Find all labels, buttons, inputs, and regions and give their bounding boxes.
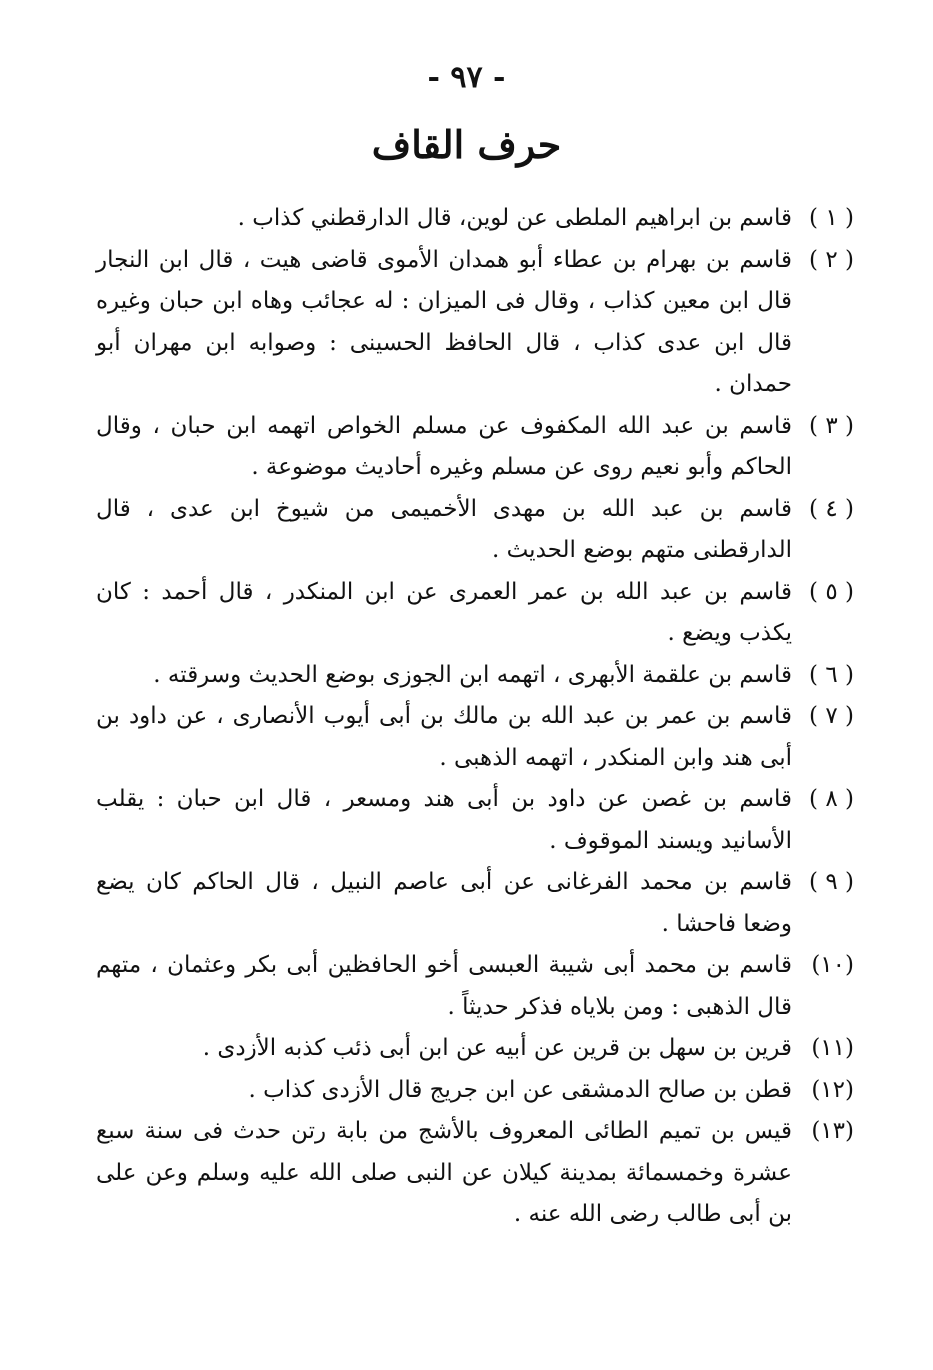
chapter-title: حرف القاف [371, 122, 562, 167]
entry-text: قاسم بن عمر بن عبد الله بن مالك بن أبى أيوب الأنصارى ، عن داود بن أبى هند وابن المنكدر ، اتهمه الذهبى . [96, 703, 792, 771]
entry-text: قاسم بن محمد الفرغانى عن أبى عاصم النبيل ، قال الحاكم كان يضع وضعا فاحشا . [96, 869, 792, 937]
entry [96, 1028, 854, 1070]
entry [96, 1070, 854, 1112]
entry [96, 945, 854, 1028]
entry [96, 1111, 854, 1236]
entry-text: قاسم بن عبد الله بن عمر العمرى عن ابن المنكدر ، قال أحمد : كان يكذب ويضع . [96, 578, 792, 646]
entry [96, 572, 854, 655]
entry [96, 655, 854, 697]
entry [96, 862, 854, 945]
entry-number: ( ١ ) [809, 205, 854, 231]
entry-number: ( ٣ ) [809, 412, 854, 439]
entry-number: (١٣) [811, 1118, 854, 1144]
entries-list [96, 198, 854, 1236]
entry-number: ( ٩ ) [809, 869, 854, 895]
entry-number: ( ٧ ) [809, 703, 854, 729]
entry-text: قاسم بن غصن عن داود بن أبى هند ومسعر ، قال ابن حبان : يقلب الأسانيد ويسند الموقوف . [96, 786, 792, 854]
entry-number: (١١) [811, 1035, 854, 1061]
entry-number: ( ٥ ) [809, 578, 854, 605]
entry [96, 489, 854, 572]
entry-number: ( ٢ ) [809, 246, 854, 273]
entry [96, 779, 854, 862]
entry-text: قاسم بن عبد الله المكفوف عن مسلم الخواص اتهمه ابن حبان ، وقال الحاكم وأبو نعيم روى عن مسلم وغيره أحاديث موضوعة . [96, 412, 792, 480]
entry-text: قاسم بن بهرام بن عطاء أبو همدان الأموى قاضى هيت ، قال ابن النجار قال ابن معين كذاب ، وقال فى الميزان : له عجائب وهاه ابن حبان وغيره قال ابن عدى كذاب ، قال الحافظ الحسينى : وصوابه ابن مهران أبو حمدان . [96, 246, 792, 397]
entry-number: (١٢) [811, 1076, 854, 1103]
entry-text: قاسم بن عبد الله بن مهدى الأخميمى من شيوخ ابن عدى ، قال الدارقطنى متهم بوضع الحديث . [96, 495, 792, 563]
entry [96, 240, 854, 406]
entry-text: قاسم بن محمد أبى شيبة العبسى أخو الحافظين أبى بكر وعثمان ، متهم قال الذهبى : ومن بلاياه فذكر حديثاً . [96, 952, 792, 1020]
entry-text: قيس بن تميم الطائى المعروف بالأشج من بابة رتن حدث فى سنة سبع عشرة وخمسمائة بمدينة كيلان عن النبى صلى الله عليه وسلم وعن على بن أبى طالب رضى الله عنه . [96, 1118, 792, 1227]
entry-number: ( ٦ ) [809, 661, 854, 688]
page-number: - ٩٧ - [427, 60, 506, 95]
entry [96, 198, 854, 240]
entry-number: ( ٨ ) [809, 786, 854, 812]
entry-number: ( ٤ ) [809, 495, 854, 522]
entry-text: قطن بن صالح الدمشقى عن ابن جريج قال الأزدى كذاب . [248, 1076, 792, 1103]
entry-text: قاسم بن علقمة الأبهرى ، اتهمه ابن الجوزى بوضع الحديث وسرقته . [153, 661, 792, 688]
entry-text: قرين بن سهل بن قرين عن أبيه عن ابن أبى ذئب كذبه الأزدى . [202, 1035, 792, 1061]
entry [96, 696, 854, 779]
entry-text: قاسم بن ابراهيم الملطى عن لوين، قال الدارقطني كذاب . [237, 205, 792, 231]
entry-number: (١٠) [811, 952, 854, 978]
entry [96, 406, 854, 489]
